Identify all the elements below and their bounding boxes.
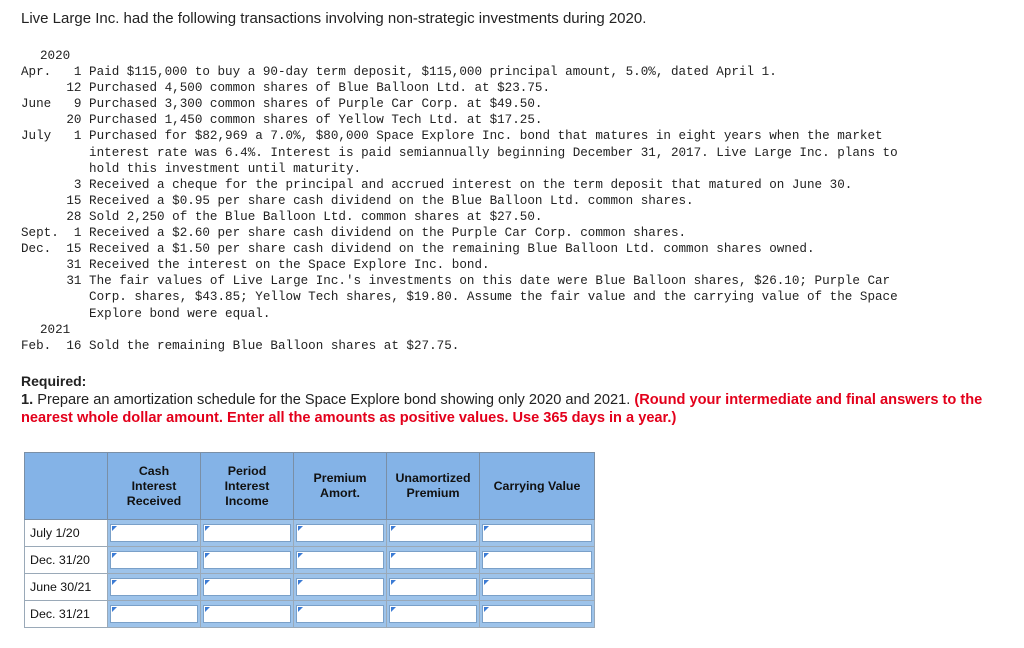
- transaction-line: June 9 Purchased 3,300 common shares of Purple Car Corp. at $49.50.: [21, 97, 543, 112]
- carrying-value-cell[interactable]: [480, 547, 595, 574]
- amount-input[interactable]: [203, 524, 291, 542]
- table-row: [25, 574, 595, 601]
- table-row: [25, 601, 595, 628]
- cash-interest-cell[interactable]: [108, 601, 201, 628]
- amount-input[interactable]: [110, 524, 198, 542]
- table-row: [25, 547, 595, 574]
- requirement-text: Prepare an amortization schedule for the Space Explore bond showing only 2020 and 2021.: [33, 392, 635, 408]
- premium-amort-cell[interactable]: [294, 520, 387, 547]
- amount-input[interactable]: [110, 551, 198, 569]
- amount-input[interactable]: [482, 524, 592, 542]
- table-row: [25, 520, 595, 547]
- transaction-line: Sept. 1 Received a $2.60 per share cash dividend on the Purple Car Corp. common shares.: [21, 226, 687, 241]
- amount-input[interactable]: [389, 605, 477, 623]
- requirement-note: (Round your intermediate and final answers to the nearest whole dollar amount. Enter all the amounts as positive values. Use 365 days in a year.): [21, 392, 983, 426]
- amount-input[interactable]: [203, 551, 291, 569]
- premium-amort-cell[interactable]: [294, 601, 387, 628]
- amount-input[interactable]: [482, 605, 592, 623]
- amount-input[interactable]: [296, 578, 384, 596]
- transaction-line: 3 Received a cheque for the principal and accrued interest on the term deposit that matured on June 30.: [21, 177, 853, 192]
- transaction-line: 2020: [40, 49, 71, 63]
- transaction-list: [21, 48, 898, 354]
- header-premium-amort: Premium Amort.: [294, 453, 387, 520]
- amount-input[interactable]: [110, 578, 198, 596]
- transaction-line: 12 Purchased 4,500 common shares of Blue Balloon Ltd. at $23.75.: [21, 81, 551, 96]
- cash-interest-cell[interactable]: [108, 547, 201, 574]
- transaction-line: hold this investment until maturity.: [21, 161, 362, 176]
- amount-input[interactable]: [482, 551, 592, 569]
- transaction-line: Corp. shares, $43.85; Yellow Tech shares, $19.80. Assume the fair value and the carrying value of the Space: [21, 290, 898, 305]
- amount-input[interactable]: [296, 524, 384, 542]
- requirement-number: 1.: [21, 392, 34, 408]
- amount-input[interactable]: [389, 578, 477, 596]
- amount-input[interactable]: [110, 605, 198, 623]
- amount-input[interactable]: [482, 578, 592, 596]
- transaction-line: Apr. 1 Paid $115,000 to buy a 90-day term deposit, $115,000 principal amount, 5.0%, dated April 1.: [21, 65, 777, 80]
- unamortized-premium-cell[interactable]: [387, 520, 480, 547]
- carrying-value-cell[interactable]: [480, 574, 595, 601]
- carrying-value-cell[interactable]: [480, 520, 595, 547]
- row-label: July 1/20: [25, 520, 108, 547]
- amount-input[interactable]: [296, 551, 384, 569]
- interest-income-cell[interactable]: [201, 520, 294, 547]
- interest-income-cell[interactable]: [201, 601, 294, 628]
- transaction-line: 15 Received a $0.95 per share cash dividend on the Blue Balloon Ltd. common shares.: [21, 193, 694, 208]
- transaction-line: 28 Sold 2,250 of the Blue Balloon Ltd. common shares at $27.50.: [21, 209, 543, 224]
- unamortized-premium-cell[interactable]: [387, 547, 480, 574]
- table-header-row: [25, 453, 595, 520]
- amount-input[interactable]: [389, 524, 477, 542]
- transaction-line: Explore bond were equal.: [21, 306, 271, 321]
- header-period-interest-income: Period Interest Income: [201, 453, 294, 520]
- unamortized-premium-cell[interactable]: [387, 574, 480, 601]
- amount-input[interactable]: [389, 551, 477, 569]
- cash-interest-cell[interactable]: [108, 520, 201, 547]
- unamortized-premium-cell[interactable]: [387, 601, 480, 628]
- required-instructions: [21, 391, 991, 427]
- amount-input[interactable]: [296, 605, 384, 623]
- transaction-line: interest rate was 6.4%. Interest is paid semiannually beginning December 31, 2017. Live Large Inc. plans to: [21, 145, 898, 160]
- premium-amort-cell[interactable]: [294, 547, 387, 574]
- transaction-line: Feb. 16 Sold the remaining Blue Balloon shares at $27.75.: [21, 338, 460, 353]
- header-corner: [25, 453, 108, 520]
- transaction-line: Dec. 15 Received a $1.50 per share cash dividend on the remaining Blue Balloon Ltd. common shares owned.: [21, 242, 815, 257]
- transaction-line: 31 The fair values of Live Large Inc.'s investments on this date were Blue Balloon shares, $26.10; Purple Car: [21, 274, 891, 289]
- header-cash-interest-received: Cash Interest Received: [108, 453, 201, 520]
- interest-income-cell[interactable]: [201, 547, 294, 574]
- problem-intro: Live Large Inc. had the following transactions involving non-strategic investments during 2020.: [21, 10, 647, 27]
- amount-input[interactable]: [203, 578, 291, 596]
- row-label: Dec. 31/21: [25, 601, 108, 628]
- transaction-line: July 1 Purchased for $82,969 a 7.0%, $80,000 Space Explore Inc. bond that matures in eight years when the market: [21, 129, 883, 144]
- transaction-line: 31 Received the interest on the Space Explore Inc. bond.: [21, 258, 490, 273]
- amount-input[interactable]: [203, 605, 291, 623]
- header-carrying-value: Carrying Value: [480, 453, 595, 520]
- transaction-line: 20 Purchased 1,450 common shares of Yellow Tech Ltd. at $17.25.: [21, 113, 543, 128]
- required-heading: Required:: [21, 373, 87, 389]
- row-label: Dec. 31/20: [25, 547, 108, 574]
- header-unamortized-premium: Unamortized Premium: [387, 453, 480, 520]
- row-label: June 30/21: [25, 574, 108, 601]
- premium-amort-cell[interactable]: [294, 574, 387, 601]
- amortization-schedule-table: [24, 452, 595, 628]
- carrying-value-cell[interactable]: [480, 601, 595, 628]
- cash-interest-cell[interactable]: [108, 574, 201, 601]
- interest-income-cell[interactable]: [201, 574, 294, 601]
- transaction-line: 2021: [40, 322, 71, 337]
